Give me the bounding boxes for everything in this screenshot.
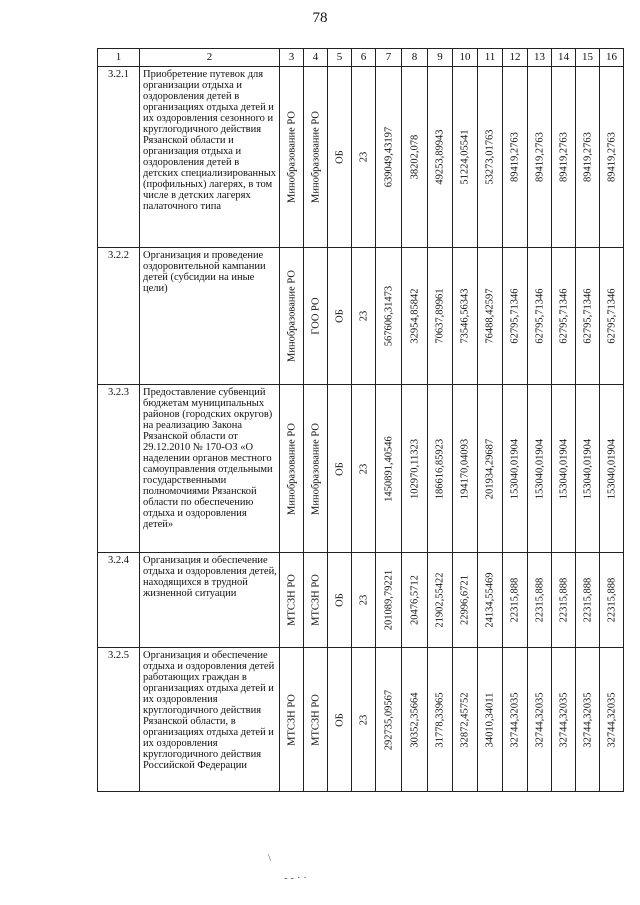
funding-table — [97, 48, 624, 792]
cell-col-3 — [280, 248, 304, 385]
cell-value: 89419,2763 — [509, 132, 521, 182]
cell-col-16 — [600, 385, 624, 553]
cell-value: 153040,01904 — [606, 438, 617, 499]
header-row — [98, 49, 624, 67]
cell-col-10 — [453, 648, 478, 792]
cell-value: 89419,2763 — [558, 132, 569, 182]
cell-col-13 — [528, 67, 552, 248]
cell-value: МТСЗН РО — [286, 574, 297, 626]
cell-value: МТСЗН РО — [286, 693, 297, 746]
cell-col-16 — [600, 67, 624, 248]
table-row — [98, 67, 624, 248]
cell-col-7 — [376, 648, 402, 792]
header-cell: 9 — [428, 49, 453, 67]
scan-mark: - - · · — [284, 872, 307, 884]
activity-name: Приобретение путевок для организации отдыха и оздоровления детей в организациях отдыха детей и их оздоровления сезонного и круглогодичного действия Рязанской области и организация отдыха и оздоровления детей в детских специализированных (профильных) лагерях, в том числе в детских лагерях палаточного типа — [140, 67, 280, 248]
cell-value: 22315,888 — [582, 577, 593, 623]
cell-col-12 — [503, 553, 528, 648]
row-number: 3.2.4 — [98, 553, 140, 648]
cell-col-5 — [328, 67, 352, 248]
cell-value: 639049,43197 — [383, 126, 394, 188]
cell-value: 31778,33965 — [434, 691, 446, 748]
header-cell: 14 — [552, 49, 576, 67]
cell-col-7 — [376, 553, 402, 648]
cell-col-16 — [600, 248, 624, 385]
cell-value: 22315,888 — [534, 577, 545, 623]
cell-col-5 — [328, 648, 352, 792]
activity-name: Организация и обеспечение отдыха и оздоровления детей работающих граждан в организациях отдыха детей и их оздоровления круглогодичного действия Рязанской области, в организациях отдыха детей и их оздоровления круглогодичного действия Российской Федерации — [140, 648, 280, 792]
cell-col-14 — [552, 648, 576, 792]
cell-value: ОБ — [334, 461, 345, 476]
cell-value: 62795,71346 — [558, 288, 569, 344]
cell-value: 24134,55469 — [484, 572, 496, 628]
activity-name: Организация и обеспечение отдыха и оздоровления детей, находящихся в трудной жизненной ситуации — [140, 553, 280, 648]
cell-value: 32872,45752 — [459, 691, 471, 748]
cell-value: 153040,01904 — [582, 438, 593, 499]
cell-col-6 — [352, 553, 376, 648]
cell-col-4 — [304, 385, 328, 553]
page-number: 78 — [312, 10, 328, 26]
header-cell: 3 — [280, 49, 304, 67]
cell-col-14 — [552, 248, 576, 385]
cell-col-8 — [402, 248, 428, 385]
header-cell: 8 — [402, 49, 428, 67]
cell-value: 23 — [358, 714, 369, 725]
header-cell: 11 — [478, 49, 503, 67]
cell-value: ОБ — [334, 712, 345, 727]
cell-col-7 — [376, 248, 402, 385]
activity-name: Организация и проведение оздоровительной кампании детей (субсидии на иные цели) — [140, 248, 280, 385]
cell-col-9 — [428, 385, 453, 553]
header-cell: 15 — [576, 49, 600, 67]
cell-value: 567606,31473 — [383, 285, 394, 347]
cell-col-16 — [600, 648, 624, 792]
cell-col-11 — [478, 385, 503, 553]
cell-value: МТСЗН РО — [310, 693, 321, 746]
header-cell: 5 — [328, 49, 352, 67]
cell-col-12 — [503, 248, 528, 385]
cell-col-12 — [503, 648, 528, 792]
cell-value: 23 — [358, 594, 369, 606]
cell-value: 32744,32035 — [606, 691, 617, 748]
cell-value: 194170,04093 — [459, 438, 471, 499]
cell-value: 153040,01904 — [509, 438, 521, 499]
cell-value: 1450891,40546 — [383, 435, 394, 502]
cell-col-7 — [376, 385, 402, 553]
cell-col-10 — [453, 67, 478, 248]
table-row — [98, 248, 624, 385]
scan-mark: \ — [268, 852, 272, 864]
cell-col-10 — [453, 385, 478, 553]
cell-col-4 — [304, 553, 328, 648]
cell-value: Минобразование РО — [286, 422, 297, 515]
row-number: 3.2.5 — [98, 648, 140, 792]
cell-value: 30352,35664 — [409, 691, 420, 748]
cell-col-11 — [478, 67, 503, 248]
table-row — [98, 385, 624, 553]
cell-col-8 — [402, 553, 428, 648]
cell-col-3 — [280, 648, 304, 792]
cell-value: ГОО РО — [310, 297, 321, 335]
cell-value: Минобразование РО — [310, 111, 321, 203]
cell-col-13 — [528, 385, 552, 553]
header-cell: 10 — [453, 49, 478, 67]
cell-col-10 — [453, 553, 478, 648]
cell-value: 38202,078 — [409, 134, 420, 180]
cell-col-8 — [402, 67, 428, 248]
cell-col-9 — [428, 553, 453, 648]
cell-value: 22315,888 — [558, 577, 569, 623]
cell-value: 62795,71346 — [582, 288, 593, 344]
cell-col-15 — [576, 385, 600, 553]
cell-col-14 — [552, 553, 576, 648]
cell-col-11 — [478, 648, 503, 792]
cell-col-15 — [576, 67, 600, 248]
cell-value: 22315,888 — [509, 577, 521, 623]
cell-value: 23 — [358, 151, 369, 163]
cell-col-3 — [280, 553, 304, 648]
table-row — [98, 553, 624, 648]
cell-value: 32744,32035 — [558, 691, 569, 748]
row-number: 3.2.2 — [98, 248, 140, 385]
cell-col-14 — [552, 67, 576, 248]
cell-value: Минобразование РО — [286, 270, 297, 362]
cell-col-5 — [328, 248, 352, 385]
cell-value: 62795,71346 — [509, 288, 521, 344]
cell-col-8 — [402, 385, 428, 553]
cell-value: 89419,2763 — [606, 132, 617, 182]
cell-col-12 — [503, 385, 528, 553]
cell-value: 23 — [358, 310, 369, 322]
cell-col-9 — [428, 248, 453, 385]
cell-value: 32744,32035 — [534, 691, 545, 748]
header-cell: 16 — [600, 49, 624, 67]
row-number: 3.2.1 — [98, 67, 140, 248]
cell-col-9 — [428, 67, 453, 248]
cell-value: 32744,32035 — [582, 691, 593, 748]
cell-value: 34010,34011 — [484, 692, 496, 747]
cell-value: ОБ — [334, 593, 345, 607]
cell-col-4 — [304, 248, 328, 385]
cell-value: 62795,71346 — [606, 288, 617, 344]
header-cell: 12 — [503, 49, 528, 67]
cell-col-11 — [478, 248, 503, 385]
cell-col-4 — [304, 648, 328, 792]
cell-col-15 — [576, 248, 600, 385]
cell-col-16 — [600, 553, 624, 648]
cell-value: 32744,32035 — [509, 691, 521, 748]
cell-value: Минобразование РО — [286, 111, 297, 203]
cell-value: МТСЗН РО — [310, 574, 321, 626]
cell-value: Минобразование РО — [310, 422, 321, 515]
cell-col-6 — [352, 385, 376, 553]
header-cell: 2 — [140, 49, 280, 67]
activity-name: Предоставление субвенций бюджетам муниципальных районов (городских округов) на реализацию Закона Рязанской области от 29.12.2010 № 170-ОЗ «О наделении органов местного самоуправления отдельными государственными полномочиями Рязанской области по обеспечению отдыха и оздоровления детей» — [140, 385, 280, 553]
cell-value: 22996,6721 — [459, 575, 471, 625]
row-number: 3.2.3 — [98, 385, 140, 553]
cell-value: 89419,2763 — [534, 132, 545, 182]
cell-col-6 — [352, 648, 376, 792]
cell-col-11 — [478, 553, 503, 648]
cell-value: 62795,71346 — [534, 288, 545, 344]
cell-value: 153040,01904 — [558, 438, 569, 499]
cell-col-8 — [402, 648, 428, 792]
cell-value: 292735,09567 — [383, 689, 394, 750]
cell-col-5 — [328, 385, 352, 553]
cell-value: 49253,89943 — [434, 129, 446, 185]
cell-value: 51224,05541 — [459, 129, 471, 185]
header-cell: 4 — [304, 49, 328, 67]
cell-col-3 — [280, 385, 304, 553]
cell-col-7 — [376, 67, 402, 248]
cell-col-12 — [503, 67, 528, 248]
cell-value: 23 — [358, 463, 369, 474]
cell-value: 102970,11323 — [409, 438, 420, 499]
cell-value: 70637,89961 — [434, 288, 446, 344]
cell-col-13 — [528, 248, 552, 385]
cell-col-15 — [576, 553, 600, 648]
cell-col-15 — [576, 648, 600, 792]
cell-value: 21902,55422 — [434, 572, 446, 628]
cell-value: ОБ — [334, 150, 345, 164]
cell-value: 186616,85923 — [434, 438, 446, 499]
cell-value: 153040,01904 — [534, 438, 545, 499]
cell-col-6 — [352, 67, 376, 248]
cell-col-10 — [453, 248, 478, 385]
cell-value: 73546,56343 — [459, 288, 471, 344]
cell-value: 22315,888 — [606, 577, 617, 623]
cell-value: 201089,79221 — [383, 569, 394, 631]
cell-value: 53273,01763 — [484, 129, 496, 185]
cell-value: 32954,85842 — [409, 288, 420, 344]
header-cell: 13 — [528, 49, 552, 67]
cell-value: 89419,2763 — [582, 132, 593, 182]
cell-value: 76488,42597 — [484, 288, 496, 344]
cell-col-6 — [352, 248, 376, 385]
cell-value: 20476,5712 — [409, 575, 420, 625]
cell-value: 201934,29687 — [484, 438, 496, 499]
cell-col-13 — [528, 648, 552, 792]
cell-value: ОБ — [334, 309, 345, 323]
cell-col-9 — [428, 648, 453, 792]
header-cell: 7 — [376, 49, 402, 67]
table-row — [98, 648, 624, 792]
cell-col-4 — [304, 67, 328, 248]
cell-col-14 — [552, 385, 576, 553]
cell-col-5 — [328, 553, 352, 648]
cell-col-13 — [528, 553, 552, 648]
header-cell: 1 — [98, 49, 140, 67]
header-cell: 6 — [352, 49, 376, 67]
cell-col-3 — [280, 67, 304, 248]
